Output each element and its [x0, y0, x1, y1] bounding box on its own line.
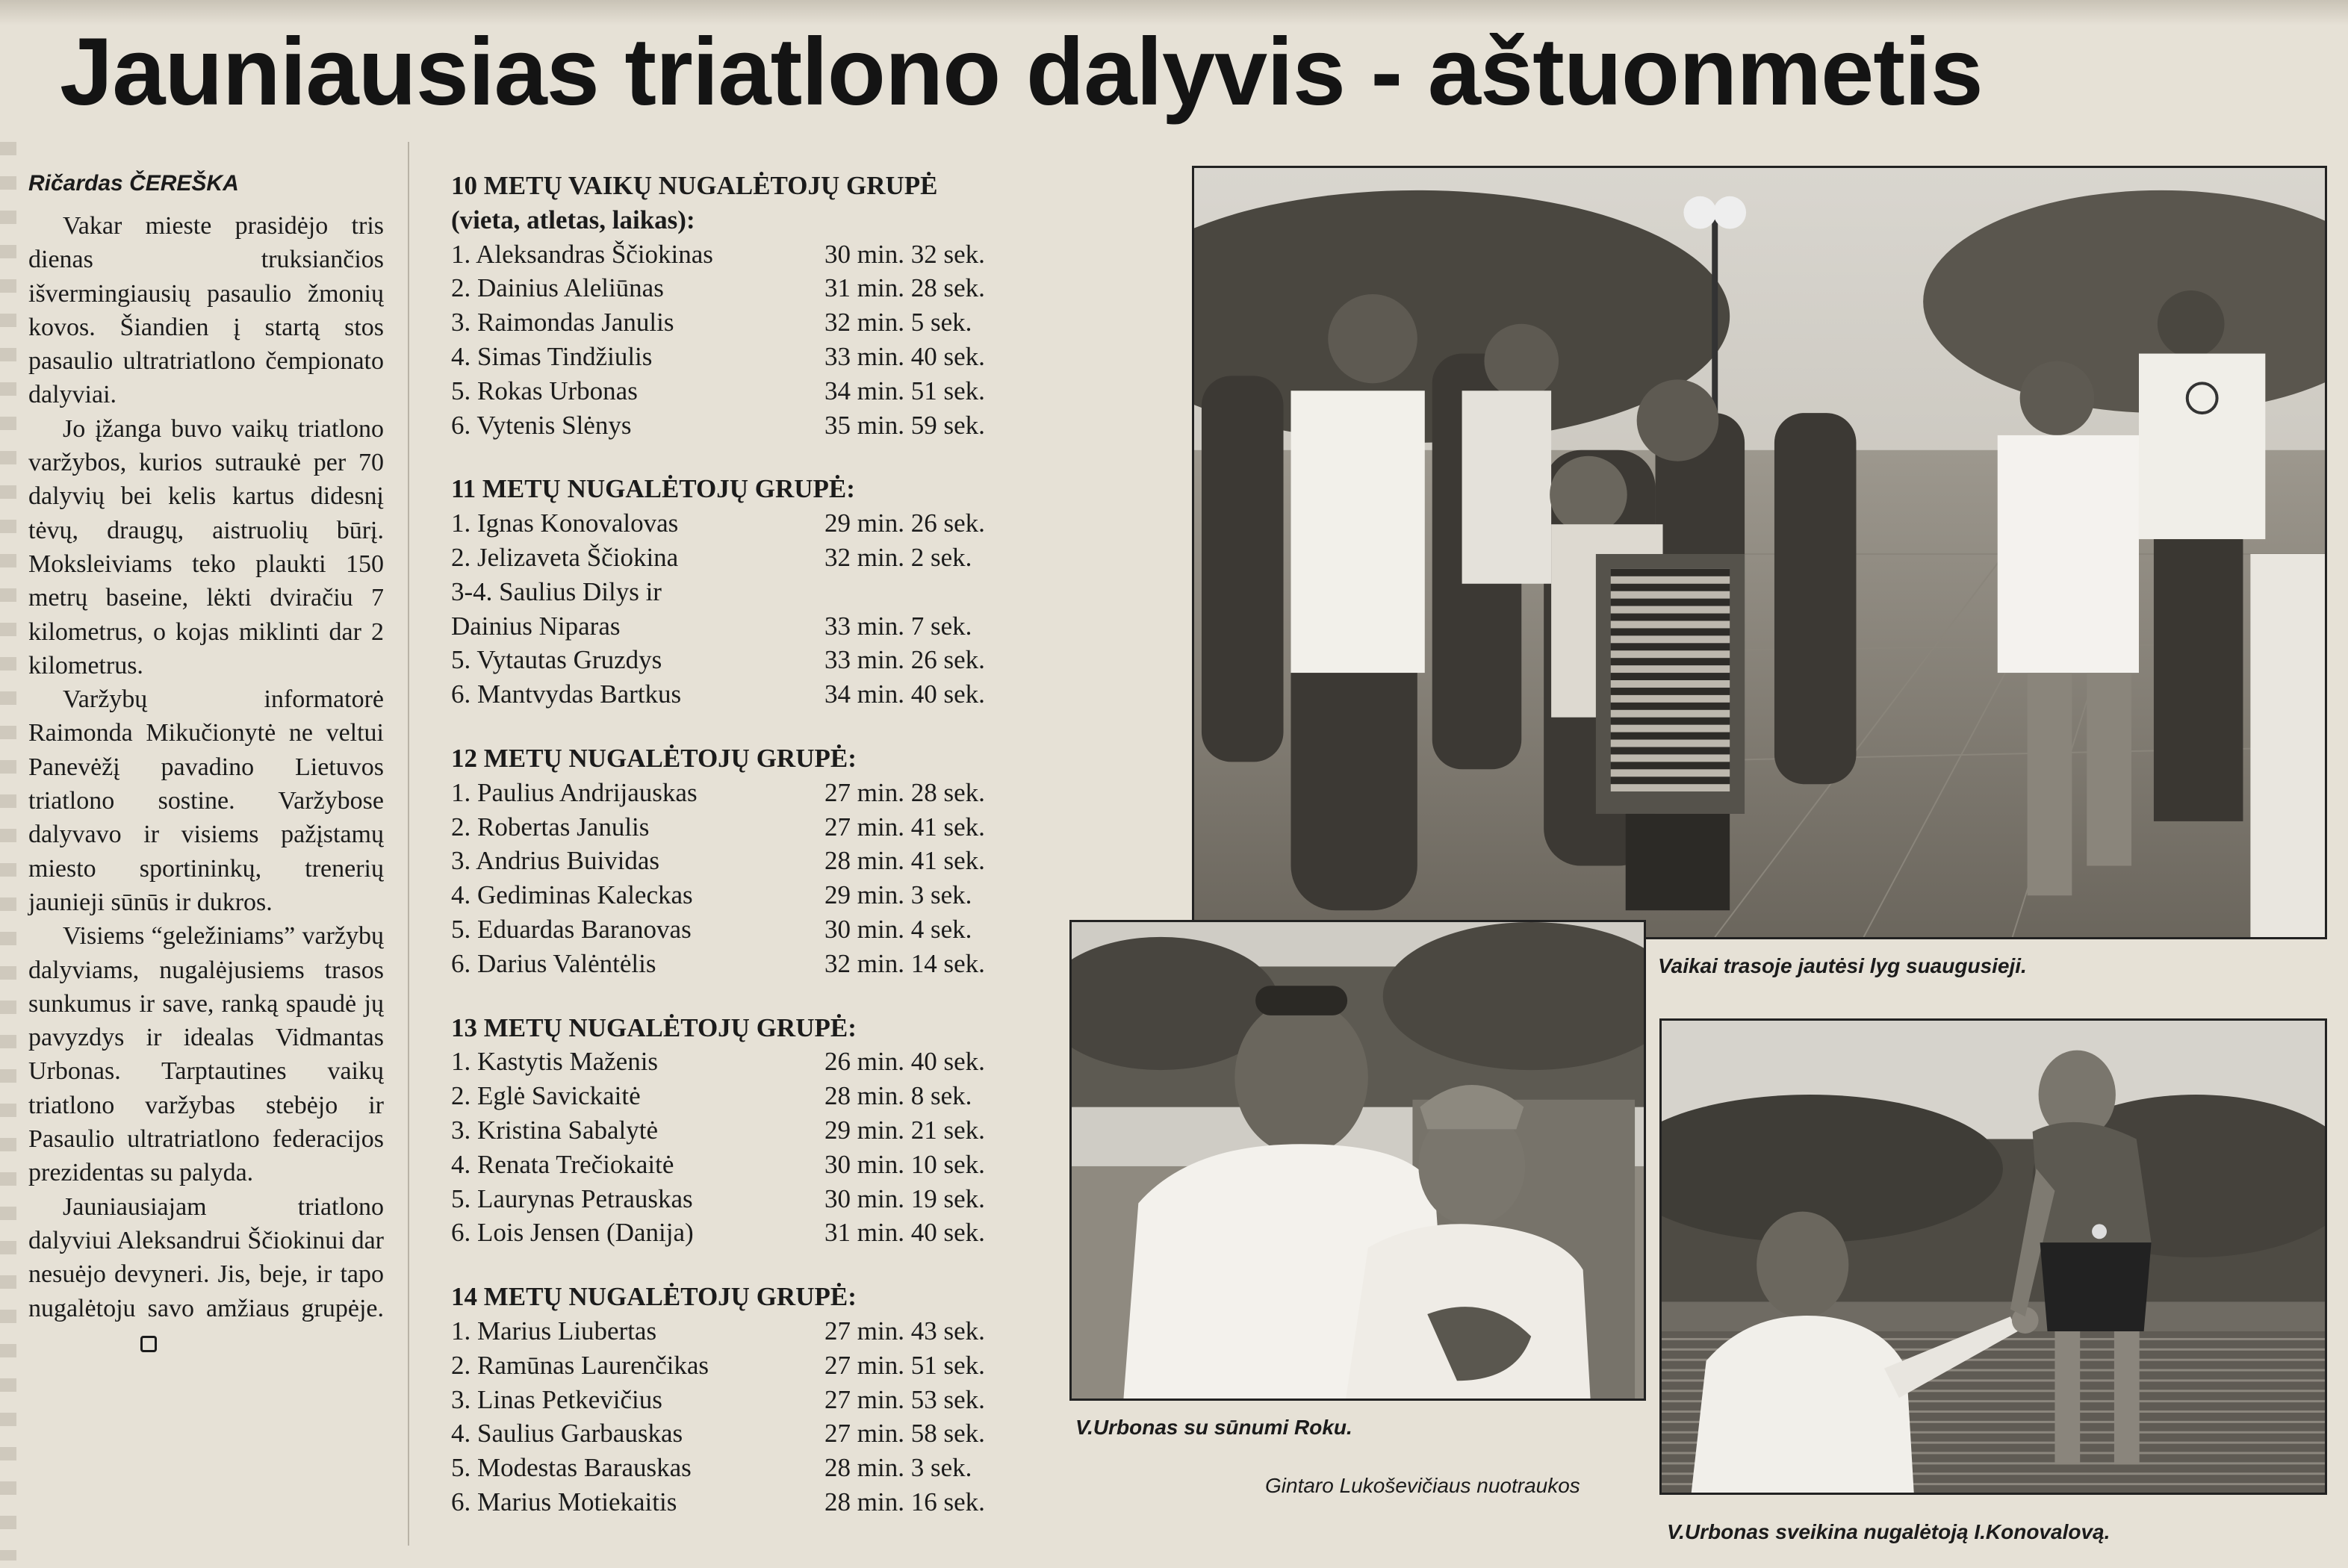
result-row: [451, 374, 1063, 408]
athlete-name: 1. Aleksandras Ščiokinas: [451, 239, 713, 269]
result-time: 28 min. 3 sek.: [824, 1453, 972, 1483]
athlete-name: 5. Laurynas Petrauskas: [451, 1183, 693, 1213]
results-group: [451, 472, 1063, 712]
results-group: [451, 169, 1063, 442]
athlete-name: 5. Vytautas Gruzdys: [451, 645, 662, 675]
adjacent-column-bleed: [0, 142, 16, 1561]
result-row: [451, 541, 1063, 575]
article-paragraph-text: Jauniausiajam triatlono dalyviui Aleksandrui Ščiokinui dar nesuėjo devyneri. Jis, beje, ir tapo nugalėtoju savo amžiaus grupėje.: [28, 1192, 384, 1322]
result-row: [451, 776, 1063, 810]
group-title: 12 METŲ NUGALĖTOJŲ GRUPĖ:: [451, 743, 857, 773]
article-paragraph: [28, 1190, 384, 1359]
article-paragraph: Jo įžanga buvo vaikų triatlono varžybos, kurios sutraukė per 70 dalyvių bei kelis kartus didesnį tėvų, draugų, aistruolių būrį. Moksleiviams teko plaukti 150 metrų baseine, lėkti dviračiu 7 kilometrus, o kojas miklinti dar 2 kilometrus.: [28, 414, 384, 679]
result-time: 35 min. 59 sek.: [824, 410, 985, 440]
result-time: 28 min. 16 sek.: [824, 1487, 985, 1516]
athlete-name: 5. Rokas Urbonas: [451, 376, 638, 405]
result-row: [451, 878, 1063, 912]
athlete-name: 1. Kastytis Maženis: [451, 1047, 659, 1077]
article-paragraph: Varžybų informatorė Raimonda Mikučionytė ne veltui Panevėžį pavadino Lietuvos triatlono sostine. Varžybose dalyvavo ir visiems pažįstamų miesto sportininkų, trenerių jaunieji sūnūs ir dukros.: [28, 685, 384, 916]
column-rule: [408, 142, 409, 1546]
results-group: [451, 741, 1063, 981]
athlete-name: 6. Vytenis Slėnys: [451, 410, 632, 440]
athlete-name: 1. Ignas Konovalovas: [451, 508, 679, 538]
athlete-name: 4. Simas Tindžiulis: [451, 341, 653, 371]
photo-urbonas-handshake: [1659, 1018, 2327, 1495]
results-group: [451, 1280, 1063, 1519]
result-time: 27 min. 51 sek.: [824, 1350, 985, 1380]
result-row: [451, 1485, 1063, 1519]
handshake-photo-image: [1662, 1021, 2325, 1493]
result-time: 27 min. 43 sek.: [824, 1316, 985, 1345]
group-subtitle: (vieta, atletas, laikas):: [451, 205, 695, 234]
result-row: [451, 1216, 1063, 1250]
result-row: [451, 1079, 1063, 1113]
result-row: [451, 506, 1063, 541]
result-time: 27 min. 28 sek.: [824, 777, 985, 807]
result-row: [451, 1182, 1063, 1216]
athlete-name: 4. Gediminas Kaleckas: [451, 880, 693, 910]
result-time: 29 min. 21 sek.: [824, 1115, 985, 1145]
result-row: [451, 677, 1063, 712]
result-row: [451, 1416, 1063, 1451]
result-time: 33 min. 40 sek.: [824, 341, 985, 371]
result-time: 32 min. 14 sek.: [824, 948, 985, 978]
athlete-name: 4. Renata Trečiokaitė: [451, 1149, 674, 1179]
group-title: 11 METŲ NUGALĖTOJŲ GRUPĖ:: [451, 474, 855, 504]
result-time: 27 min. 53 sek.: [824, 1384, 985, 1414]
result-row: [451, 1348, 1063, 1383]
result-row: [451, 408, 1063, 443]
result-row: [451, 271, 1063, 305]
result-row: [451, 1451, 1063, 1485]
result-time: 34 min. 40 sek.: [824, 679, 985, 709]
result-row: [451, 305, 1063, 340]
result-row: [451, 643, 1063, 677]
photo-credit: Gintaro Lukoševičiaus nuotraukos: [1265, 1474, 1580, 1497]
athlete-name: 2. Jelizaveta Ščiokina: [451, 542, 679, 572]
athlete-name: 3. Kristina Sabalytė: [451, 1115, 659, 1145]
result-time: 31 min. 40 sek.: [824, 1218, 985, 1248]
urbonas-son-photo-image: [1072, 922, 1644, 1399]
results-group: [451, 1011, 1063, 1251]
result-time: 28 min. 41 sek.: [824, 846, 985, 876]
athlete-name: 1. Paulius Andrijauskas: [451, 777, 698, 807]
result-time: 34 min. 51 sek.: [824, 376, 985, 405]
athlete-name: 3. Linas Petkevičius: [451, 1384, 662, 1414]
result-time: 32 min. 5 sek.: [824, 308, 972, 337]
result-row: [451, 1383, 1063, 1417]
athlete-name: 3-4. Saulius Dilys ir Dainius Niparas: [451, 576, 662, 641]
result-time: 33 min. 26 sek.: [824, 645, 985, 675]
athlete-name: 4. Saulius Garbauskas: [451, 1419, 683, 1449]
athlete-name: 6. Mantvydas Bartkus: [451, 679, 682, 709]
athlete-name: 2. Eglė Savickaitė: [451, 1081, 641, 1111]
result-time: 27 min. 41 sek.: [824, 812, 985, 841]
athlete-name: 2. Ramūnas Laurenčikas: [451, 1350, 709, 1380]
end-of-article-mark: [140, 1336, 157, 1352]
result-row: [451, 1314, 1063, 1348]
result-time: 27 min. 58 sek.: [824, 1419, 985, 1449]
result-time: 29 min. 3 sek.: [824, 880, 972, 910]
photo-children-running: [1192, 166, 2327, 939]
athlete-name: 6. Marius Motiekaitis: [451, 1487, 677, 1516]
handshake-caption: V.Urbonas sveikina nugalėtoją I.Konovalovą.: [1667, 1520, 2111, 1543]
results-list: [451, 169, 1063, 1549]
article-paragraph: Vakar mieste prasidėjo tris dienas truksiančios išvermingiausių pasaulio žmonių kovos. Šiandien į startą stos pasaulio ultratriatlono čempionato dalyviai.: [28, 212, 384, 409]
headline: Jauniausias triatlono dalyvis - aštuonmetis: [60, 19, 1983, 125]
athlete-name: 1. Marius Liubertas: [451, 1316, 657, 1345]
result-time: 30 min. 19 sek.: [824, 1183, 985, 1213]
result-row: [451, 237, 1063, 272]
result-row: [451, 947, 1063, 981]
result-row: [451, 340, 1063, 374]
result-time: 33 min. 7 sek.: [824, 611, 972, 641]
urbonas-son-caption: V.Urbonas su sūnumi Roku.: [1075, 1416, 1352, 1439]
result-row: [451, 1148, 1063, 1182]
result-row: [451, 810, 1063, 844]
result-time: 32 min. 2 sek.: [824, 542, 972, 572]
athlete-name: 3. Andrius Buividas: [451, 846, 660, 876]
result-row: [451, 912, 1063, 947]
result-time: 28 min. 8 sek.: [824, 1081, 972, 1111]
article-paragraph: Visiems “geležiniams” varžybų dalyviams, nugalėjusiems trasos sunkumus ir save, ranką spaudė jų pavyzdys ir idealas Vidmantas Urbonas. Tarptautines vaikų triatlono varžybas stebėjo ir Pasaulio ultratriatlono federacijos prezidentas su palyda.: [28, 922, 384, 1187]
athlete-name: 3. Raimondas Janulis: [451, 308, 674, 337]
athlete-name: 6. Lois Jensen (Danija): [451, 1218, 694, 1248]
athlete-name: 2. Robertas Janulis: [451, 812, 650, 841]
byline: Ričardas ČEREŠKA: [28, 171, 239, 196]
result-time: 30 min. 4 sek.: [824, 914, 972, 944]
result-row: [451, 1113, 1063, 1148]
group-title: 10 METŲ VAIKŲ NUGALĖTOJŲ GRUPĖ: [451, 171, 938, 200]
running-photo-caption: Vaikai trasoje jautėsi lyg suaugusieji.: [1658, 954, 2027, 977]
athlete-name: 5. Modestas Barauskas: [451, 1453, 692, 1483]
group-title: 13 METŲ NUGALĖTOJŲ GRUPĖ:: [451, 1012, 857, 1042]
result-time: 26 min. 40 sek.: [824, 1047, 985, 1077]
result-time: 31 min. 28 sek.: [824, 273, 985, 303]
athlete-name: 6. Darius Valėntėlis: [451, 948, 656, 978]
group-title: 14 METŲ NUGALĖTOJŲ GRUPĖ:: [451, 1282, 857, 1312]
result-time: 30 min. 32 sek.: [824, 239, 985, 269]
athlete-name: 5. Eduardas Baranovas: [451, 914, 692, 944]
athlete-name: 2. Dainius Aleliūnas: [451, 273, 664, 303]
result-row: [451, 844, 1063, 878]
running-photo-image: [1194, 168, 2325, 937]
result-time: 29 min. 26 sek.: [824, 508, 985, 538]
article-body: [28, 209, 384, 1359]
result-row: [451, 1045, 1063, 1079]
result-row: [451, 575, 1063, 644]
photo-urbonas-with-son: [1069, 920, 1646, 1401]
result-time: 30 min. 10 sek.: [824, 1149, 985, 1179]
